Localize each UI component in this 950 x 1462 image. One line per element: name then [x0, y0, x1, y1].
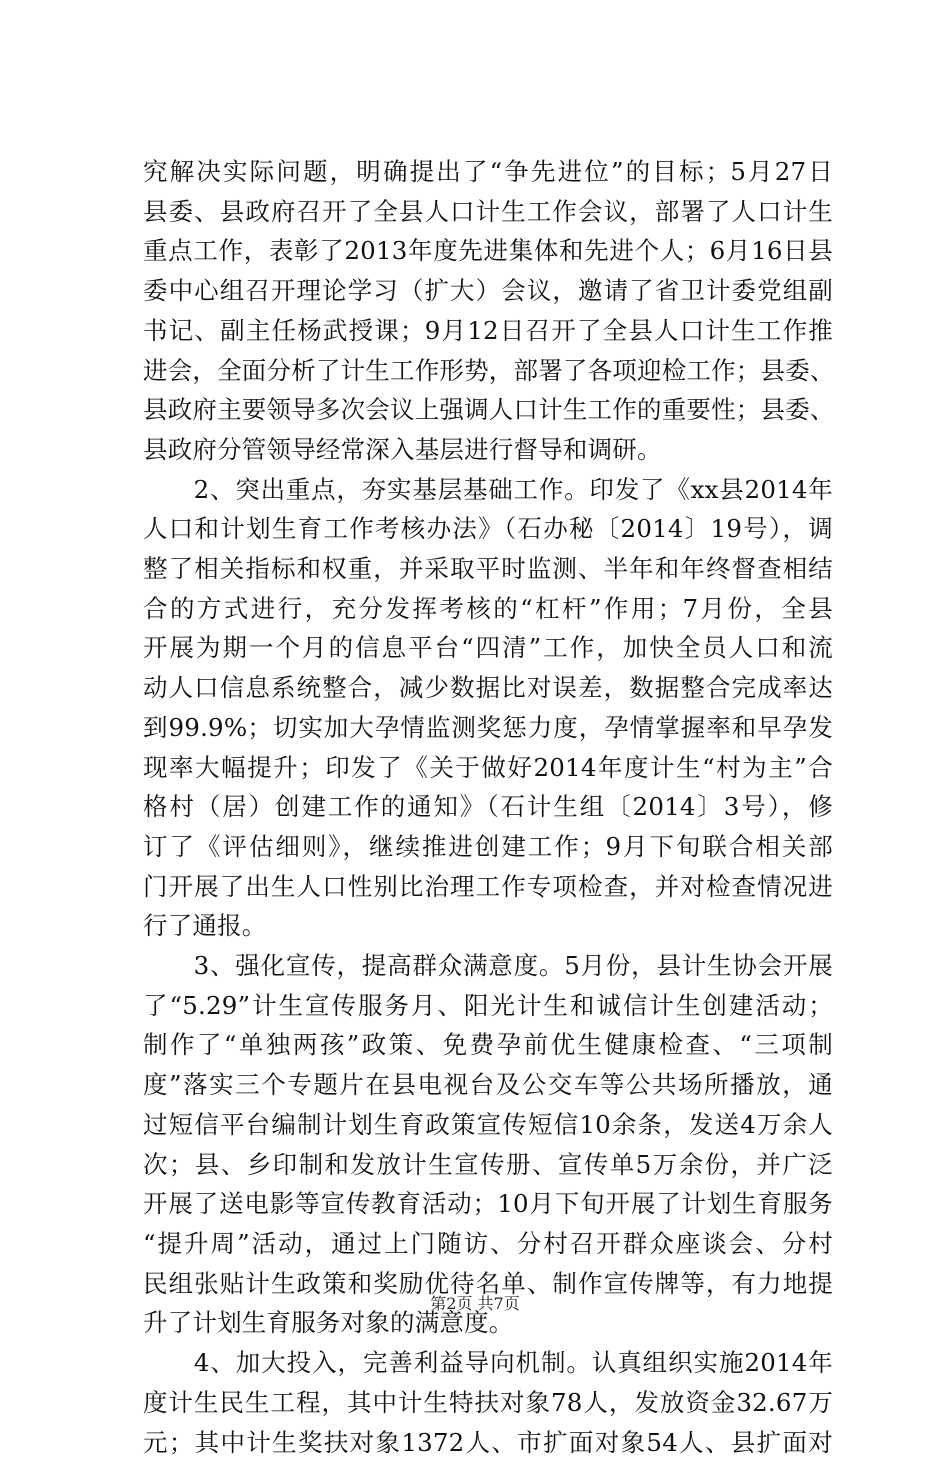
text-line: 度计生民生工程，其中计生特扶对象78人，发放资金32.67万	[143, 1383, 833, 1423]
body-paragraph	[143, 152, 833, 470]
body-paragraph	[143, 470, 833, 946]
text-line: 度”落实三个专题片在县电视台及公交车等公共场所播放，通	[143, 1065, 833, 1105]
text-line: 究解决实际问题，明确提出了“争先进位”的目标；5月27日	[143, 152, 833, 192]
text-line: 委中心组召开理论学习（扩大）会议，邀请了省卫计委党组副	[143, 271, 833, 311]
text-line: 行了通报。	[143, 906, 833, 946]
text-line: 开展为期一个月的信息平台“四清”工作，加快全员人口和流	[143, 628, 833, 668]
body-paragraph	[143, 1343, 833, 1462]
document-body	[143, 152, 833, 1462]
text-line: 门开展了出生人口性别比治理工作专项检查，并对检查情况进	[143, 867, 833, 907]
text-line: 4、加大投入，完善利益导向机制。认真组织实施2014年	[143, 1343, 833, 1383]
text-line: 制作了“单独两孩”政策、免费孕前优生健康检查、“三项制	[143, 1025, 833, 1065]
text-line: 合的方式进行，充分发挥考核的“杠杆”作用；7月份，全县	[143, 589, 833, 629]
text-line: 县政府主要领导多次会议上强调人口计生工作的重要性；县委、	[143, 390, 833, 430]
text-line: 3、强化宣传，提高群众满意度。5月份，县计生协会开展	[143, 946, 833, 986]
body-paragraph	[143, 946, 833, 1343]
text-line: 现率大幅提升；印发了《关于做好2014年度计生“村为主”合	[143, 748, 833, 788]
text-line: 到99.9%；切实加大孕情监测奖惩力度，孕情掌握率和早孕发	[143, 708, 833, 748]
text-line: 开展了送电影等宣传教育活动；10月下旬开展了计划生育服务	[143, 1184, 833, 1224]
text-line: 县政府分管领导经常深入基层进行督导和调研。	[143, 430, 833, 470]
text-line: 次；县、乡印制和发放计生宣传册、宣传单5万余份，并广泛	[143, 1145, 833, 1185]
text-line: 2、突出重点，夯实基层基础工作。印发了《xx县2014年	[143, 470, 833, 510]
text-line: 书记、副主任杨武授课；9月12日召开了全县人口计生工作推	[143, 311, 833, 351]
text-line: 动人口信息系统整合，减少数据比对误差，数据整合完成率达	[143, 668, 833, 708]
text-line: 进会，全面分析了计生工作形势，部署了各项迎检工作；县委、	[143, 351, 833, 391]
text-line: 升了计划生育服务对象的满意度。	[143, 1303, 833, 1343]
text-line: 订了《评估细则》，继续推进创建工作；9月下旬联合相关部	[143, 827, 833, 867]
text-line: 过短信平台编制计划生育政策宣传短信10余条，发送4万余人	[143, 1105, 833, 1145]
text-line: “提升周”活动，通过上门随访、分村召开群众座谈会、分村	[143, 1224, 833, 1264]
page-number-footer: 第2页 共7页	[0, 1294, 950, 1314]
text-line: 民组张贴计生政策和奖励优待名单、制作宣传牌等，有力地提	[143, 1264, 833, 1304]
text-line: 格村（居）创建工作的通知》（石计生组〔2014〕3号），修	[143, 787, 833, 827]
text-line: 了“5.29”计生宣传服务月、阳光计生和诚信计生创建活动；	[143, 986, 833, 1026]
text-line: 县委、县政府召开了全县人口计生工作会议，部署了人口计生	[143, 192, 833, 232]
text-line: 重点工作，表彰了2013年度先进集体和先进个人；6月16日县	[143, 231, 833, 271]
text-line: 元；其中计生奖扶对象1372人、市扩面对象54人、县扩面对	[143, 1423, 833, 1462]
text-line: 整了相关指标和权重，并采取平时监测、半年和年终督查相结	[143, 549, 833, 589]
text-line: 人口和计划生育工作考核办法》（石办秘〔2014〕19号），调	[143, 509, 833, 549]
